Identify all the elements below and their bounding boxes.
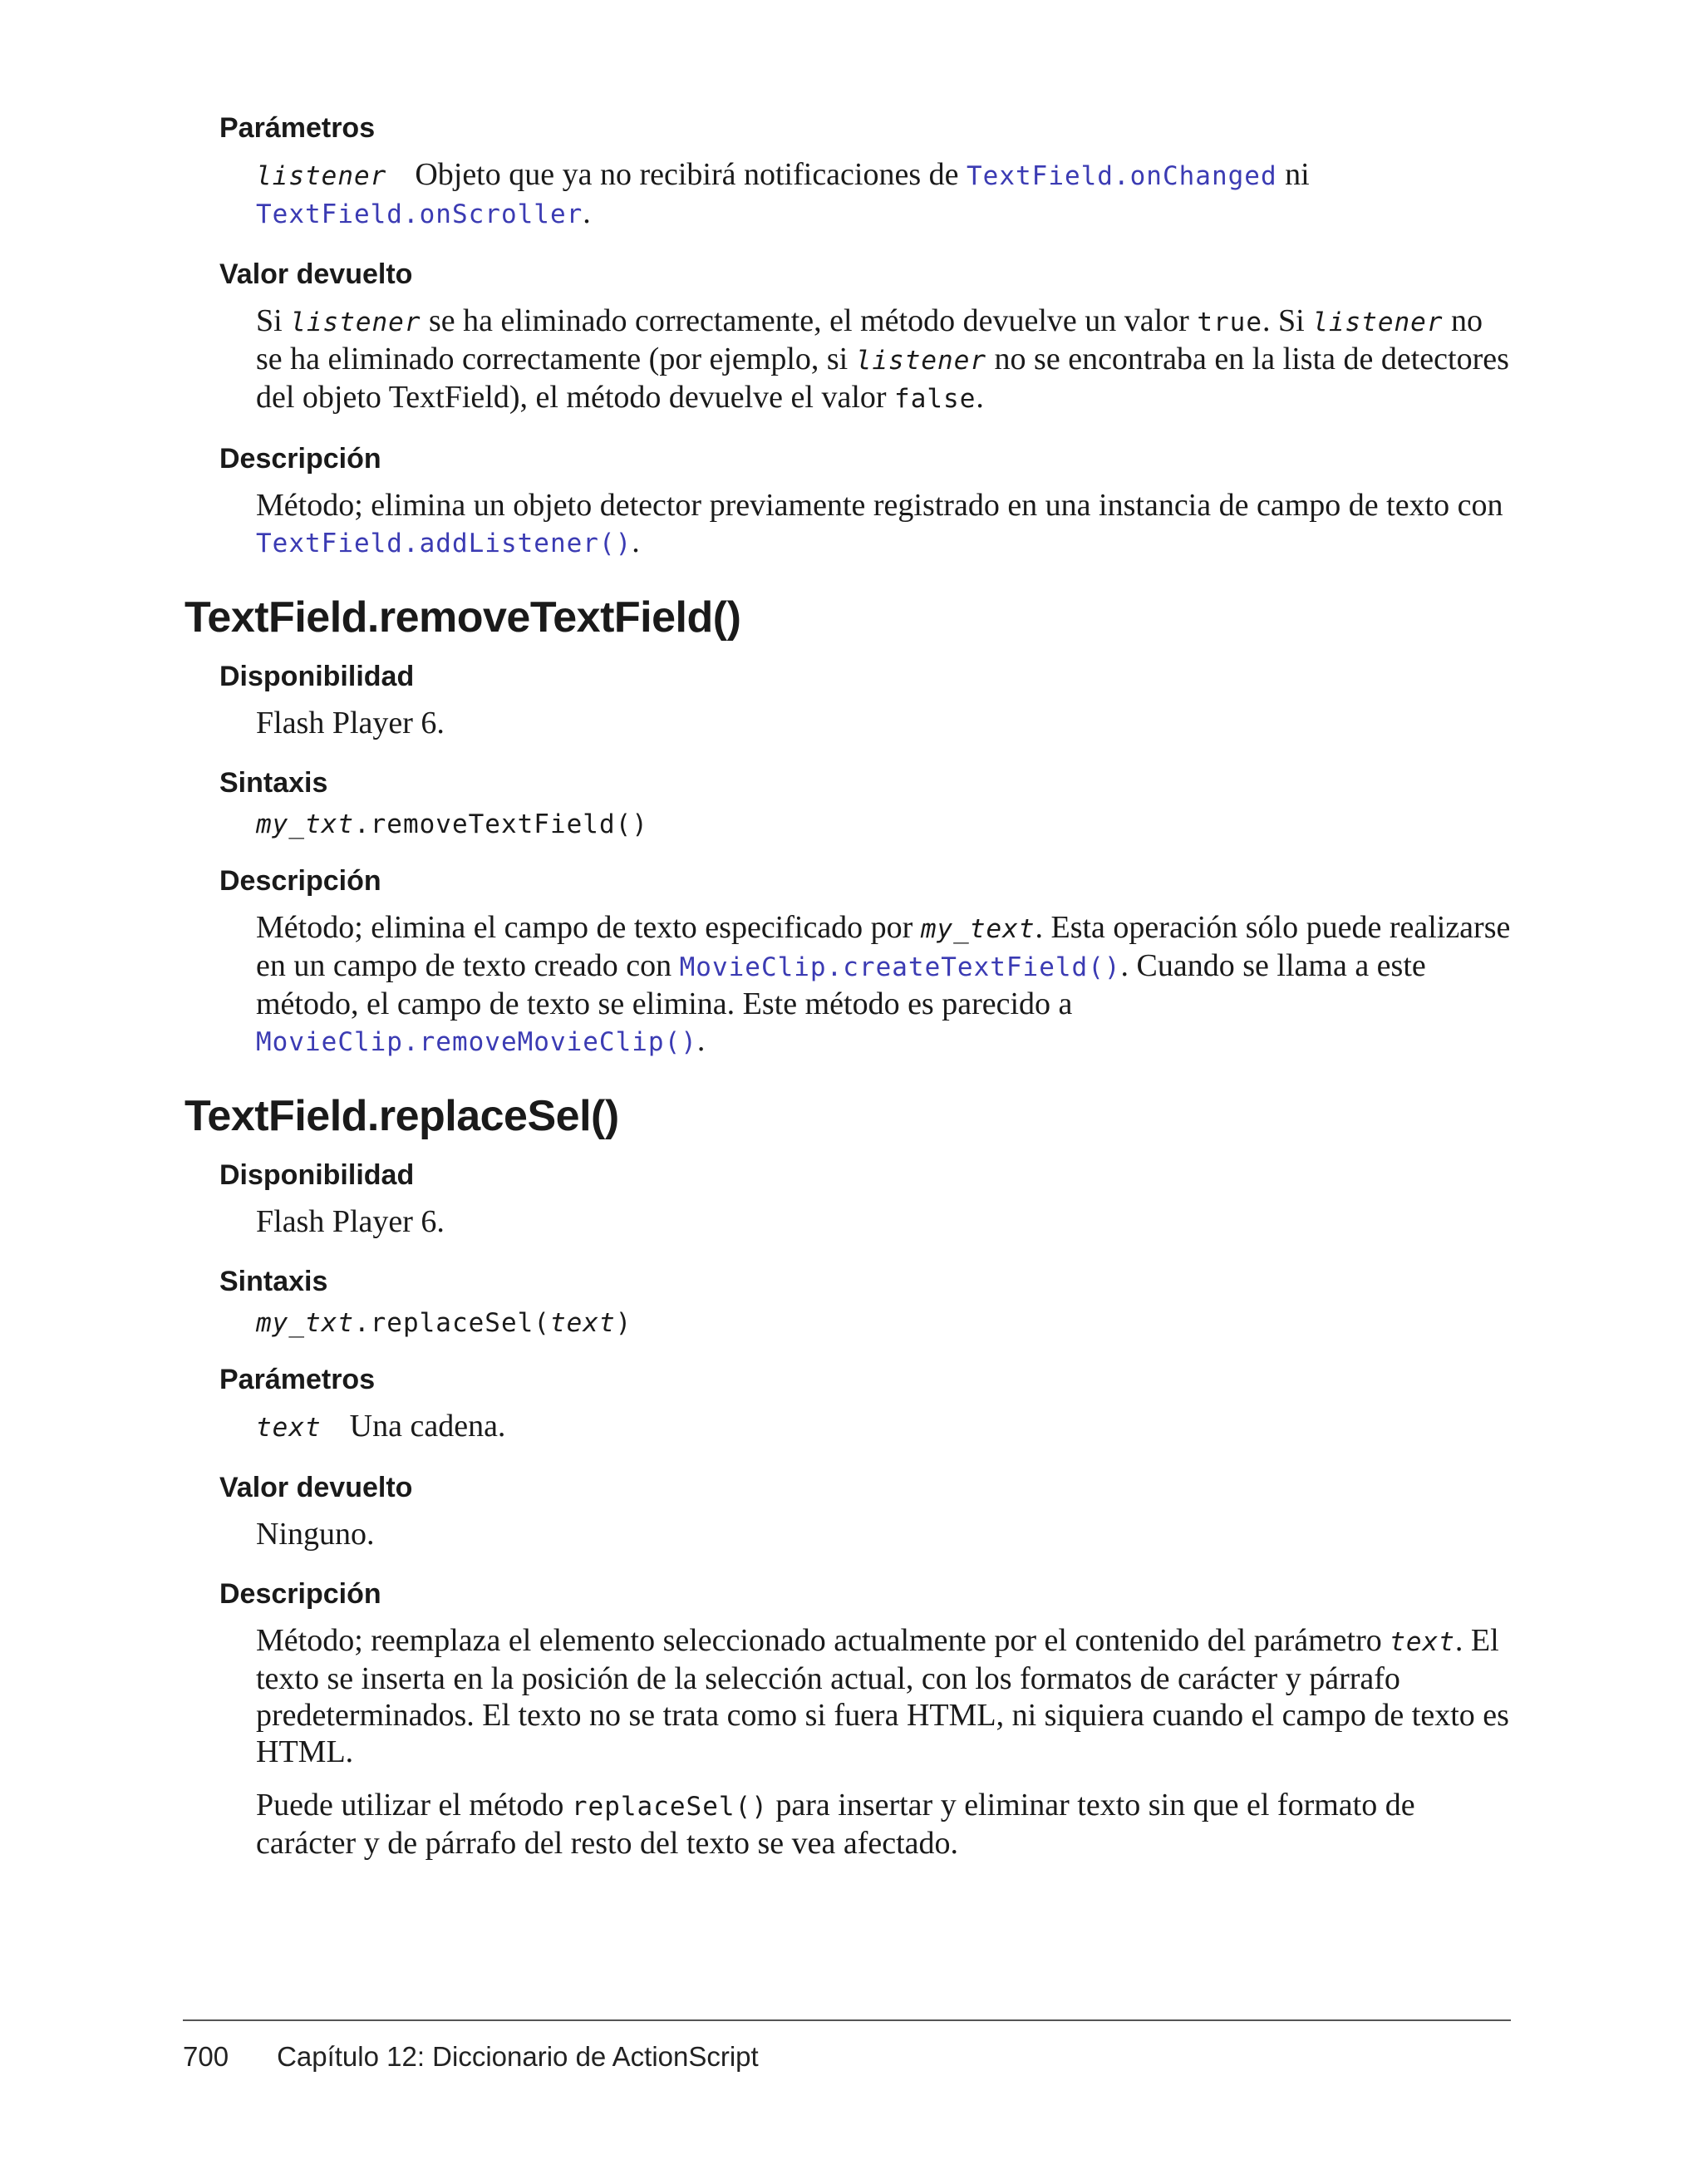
syntax-code bbox=[256, 806, 1514, 848]
page-content bbox=[184, 108, 1514, 1862]
text-run: Puede utilizar el método bbox=[256, 1788, 572, 1822]
link-removemovieclip[interactable]: MovieClip.removeMovieClip() bbox=[256, 1027, 697, 1057]
syntax-heading: Sintaxis bbox=[219, 1266, 328, 1297]
text-run: . Cuando se llama a este método, el campo de texto se elimina. Este método es parecido a bbox=[256, 948, 1426, 1021]
text-run: . bbox=[696, 1023, 706, 1058]
return-text bbox=[256, 303, 1511, 417]
text-run: no se encontraba en la lista de detectores del objeto TextField), el método devuelve el valor bbox=[256, 342, 1509, 415]
parameters-heading: Parámetros bbox=[219, 1364, 376, 1395]
text-run: no se ha eliminado correctamente (por ejemplo, si bbox=[256, 303, 1483, 376]
text-run: . Esta operación sólo puede realizarse en un campo de texto creado con bbox=[256, 910, 1511, 983]
return-text: Ninguno. bbox=[256, 1517, 375, 1552]
code-run: replaceSel() bbox=[571, 1792, 768, 1822]
param-end: . bbox=[583, 195, 591, 230]
description-text bbox=[256, 909, 1511, 1060]
removetextfield-title: TextField.removeTextField() bbox=[184, 593, 741, 642]
description-paragraph-2 bbox=[256, 1787, 1511, 1862]
text-run: para insertar y eliminar texto sin que el formato de carácter y de párrafo del resto del texto se vea afectado. bbox=[256, 1788, 1415, 1861]
replacesel-title: TextField.replaceSel() bbox=[184, 1092, 619, 1140]
code-run: false bbox=[894, 384, 976, 414]
param-desc: Una cadena. bbox=[349, 1409, 506, 1444]
code-run: my_txt bbox=[256, 1308, 354, 1338]
description-text bbox=[256, 487, 1511, 562]
parameters-heading: Parámetros bbox=[219, 112, 376, 144]
availability-heading: Disponibilidad bbox=[219, 1159, 415, 1191]
text-run: . bbox=[632, 524, 640, 559]
availability-text: Flash Player 6. bbox=[256, 706, 445, 740]
param-desc-cont: ni bbox=[1276, 157, 1310, 192]
code-run: .replaceSel( bbox=[353, 1308, 550, 1338]
text-run: Si bbox=[256, 303, 291, 338]
return-heading: Valor devuelto bbox=[219, 258, 413, 290]
text-run: Método; elimina un objeto detector previamente registrado en una instancia de campo de texto con bbox=[256, 488, 1503, 523]
return-heading: Valor devuelto bbox=[219, 1472, 413, 1503]
code-run: .removeTextField() bbox=[353, 809, 648, 839]
code-run: listener bbox=[855, 346, 987, 376]
text-run: . bbox=[976, 380, 984, 415]
availability-text: Flash Player 6. bbox=[256, 1204, 445, 1239]
text-run: Método; elimina el campo de texto especificado por bbox=[256, 910, 921, 945]
text-run: se ha eliminado correctamente, el método devuelve un valor bbox=[421, 303, 1198, 338]
text-run: . Si bbox=[1262, 303, 1313, 338]
code-run: listener bbox=[1312, 307, 1444, 337]
syntax-heading: Sintaxis bbox=[219, 767, 328, 799]
description-heading: Descripción bbox=[219, 1578, 381, 1610]
parameter-listener bbox=[256, 156, 1511, 233]
text-run: . El texto se inserta en la posición de la selección actual, con los formatos de carácter y párrafo predeterminados. El texto no se trata como si fuera HTML, ni siquiera cuando el campo de texto es HTML. bbox=[256, 1623, 1509, 1769]
page-footer bbox=[183, 2041, 759, 2073]
param-name: text bbox=[256, 1413, 322, 1443]
availability-heading: Disponibilidad bbox=[219, 661, 415, 692]
link-addlistener[interactable]: TextField.addListener() bbox=[256, 529, 632, 558]
link-createtextfield[interactable]: MovieClip.createTextField() bbox=[679, 952, 1121, 982]
chapter-title: Capítulo 12: Diccionario de ActionScript bbox=[277, 2041, 759, 2072]
page-number: 700 bbox=[183, 2041, 229, 2072]
code-run: text bbox=[1390, 1627, 1455, 1657]
param-name: listener bbox=[256, 161, 387, 191]
code-run: text bbox=[549, 1308, 616, 1338]
code-run: my_txt bbox=[256, 809, 354, 839]
description-paragraph-1 bbox=[256, 1622, 1511, 1770]
link-onscroller[interactable]: TextField.onScroller bbox=[256, 199, 583, 229]
parameter-text bbox=[256, 1408, 1511, 1446]
code-run: true bbox=[1197, 307, 1262, 337]
code-run: ) bbox=[615, 1308, 632, 1338]
description-heading: Descripción bbox=[219, 865, 381, 897]
description-heading: Descripción bbox=[219, 443, 381, 475]
footer-divider bbox=[183, 2019, 1511, 2021]
syntax-code bbox=[256, 1305, 1514, 1346]
link-onchanged[interactable]: TextField.onChanged bbox=[967, 161, 1277, 191]
param-desc: Objeto que ya no recibirá notificaciones de bbox=[415, 157, 967, 192]
code-run: my_text bbox=[920, 914, 1035, 944]
code-run: listener bbox=[290, 307, 421, 337]
text-run: Método; reemplaza el elemento seleccionado actualmente por el contenido del parámetro bbox=[256, 1623, 1390, 1658]
